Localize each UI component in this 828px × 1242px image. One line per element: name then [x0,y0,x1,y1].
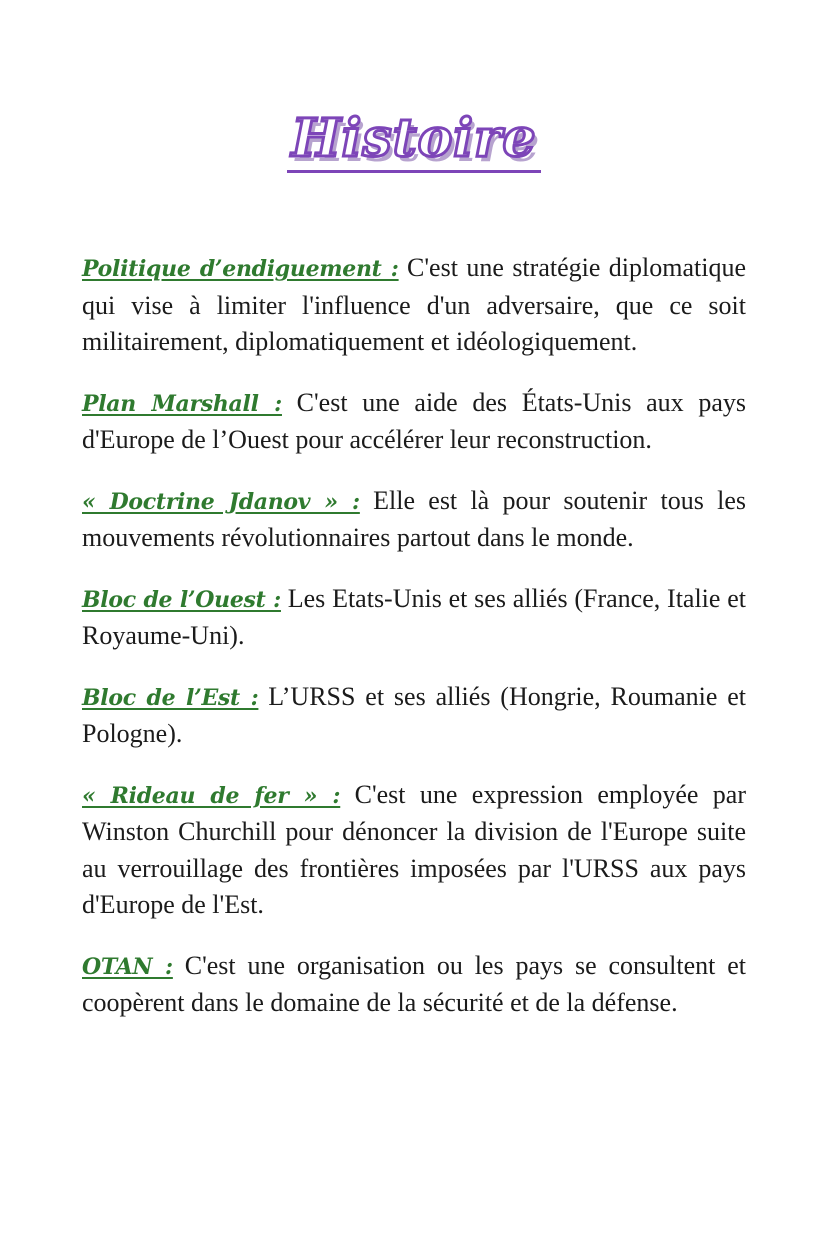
definition-item [82,385,746,459]
definition-item [82,948,746,1022]
definition-term: Plan Marshall : [82,390,282,417]
definition-item [82,679,746,753]
page-title-text: Histoire [287,108,540,173]
definition-term: « Doctrine Jdanov » : [82,488,360,515]
definition-item [82,581,746,655]
definition-item [82,483,746,557]
definition-text: L’URSS et ses alliés (Hongrie, Roumanie et Pologne). [82,681,746,748]
definition-text: C'est une organisation ou les pays se consultent et coopèrent dans le domaine de la sécurité et de la défense. [82,950,746,1017]
definition-text: Elle est là pour soutenir tous les mouvements révolutionnaires partout dans le monde. [82,485,746,552]
definition-term: Bloc de l’Ouest : [82,586,281,613]
definition-item [82,250,746,361]
definition-term: « Rideau de fer » : [82,782,341,809]
definition-text: Les Etats-Unis et ses alliés (France, Italie et Royaume-Uni). [82,583,746,650]
page-title [0,104,828,174]
definitions-list [82,250,746,1046]
definition-text: C'est une expression employée par Winston Churchill pour dénoncer la division de l'Europe suite au verrouillage des frontières imposées par l'URSS aux pays d'Europe de l'Est. [82,779,746,919]
definition-term: Bloc de l’Est : [82,684,259,711]
definition-term: Politique d’endiguement : [82,256,399,282]
definition-term: OTAN : [82,953,173,980]
definition-item [82,777,746,924]
definition-text: C'est une stratégie diplomatique qui vise à limiter l'influence d'un adversaire, que ce soit militairement, diplomatiquement et idéologiquement. [82,253,747,356]
definition-text: C'est une aide des États-Unis aux pays d'Europe de l’Ouest pour accélérer leur reconstruction. [82,387,746,454]
